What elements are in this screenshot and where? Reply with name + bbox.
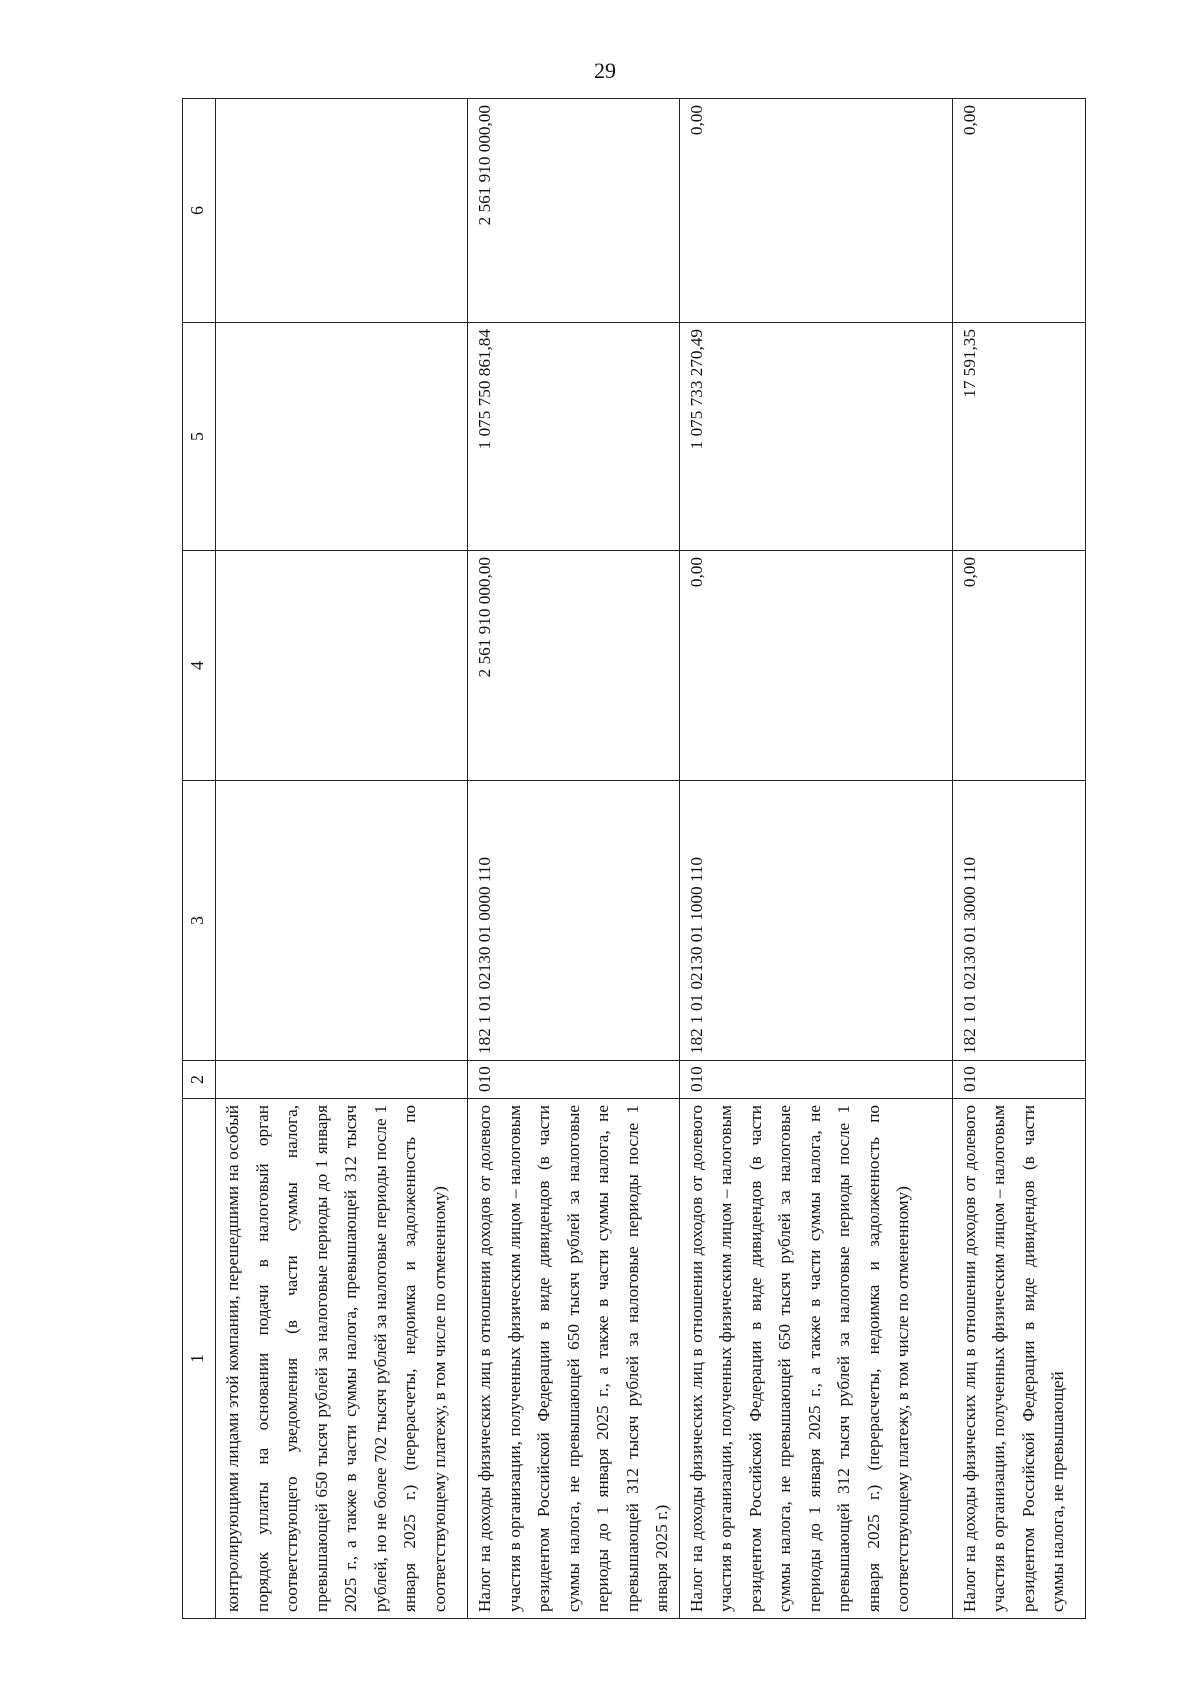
row-kbk: 182 1 01 02130 01 3000 110 <box>952 781 1085 1061</box>
header-col-2: 2 <box>183 1061 216 1099</box>
row-description: контролирующими лицами этой компании, перешедшими на особый порядок уплаты на основании подачи в налоговый орган соответствующего уведомления (в части суммы налога, превышающей 650 тысяч рублей за налоговые периоды до 1 января 2025 г., а также в части суммы налога, превышающей 312 тысяч рублей, но не более 702 тысяч рублей за налоговые периоды после 1 января 2025 г.) (перерасчеты, недоимка и задолженность по соответствующему платежу, в том числе по отмененному) <box>216 1099 468 1619</box>
row-col4-value <box>216 551 468 781</box>
row-col5-value: 1 075 750 861,84 <box>468 323 680 551</box>
table-row <box>468 99 680 1619</box>
table-header-row <box>183 99 216 1619</box>
row-kbk <box>216 781 468 1061</box>
revenue-table <box>182 98 1086 1619</box>
row-kbk: 182 1 01 02130 01 1000 110 <box>679 781 952 1061</box>
row-line-code: 010 <box>679 1061 952 1099</box>
row-col4-value: 2 561 910 000,00 <box>468 551 680 781</box>
page-number: 29 <box>594 58 616 83</box>
header-col-5: 5 <box>183 323 216 551</box>
row-col6-value <box>216 99 468 323</box>
rotated-table-frame <box>182 99 1067 1619</box>
table-row <box>679 99 952 1619</box>
row-col4-value: 0,00 <box>679 551 952 781</box>
row-col6-value: 0,00 <box>679 99 952 323</box>
row-kbk: 182 1 01 02130 01 0000 110 <box>468 781 680 1061</box>
row-col5-value: 17 591,35 <box>952 323 1085 551</box>
header-col-4: 4 <box>183 551 216 781</box>
table-row <box>952 99 1085 1619</box>
row-description: Налог на доходы физических лиц в отношении доходов от долевого участия в организации, полученных физическим лицом – налоговым резидентом Российской Федерации в виде дивидендов (в части суммы налога, не превышающей 650 тысяч рублей за налоговые периоды до 1 января 2025 г., а также в части суммы налога, не превышающей 312 тысяч рублей за налоговые периоды после 1 января 2025 г.) <box>468 1099 680 1619</box>
row-col6-value: 0,00 <box>952 99 1085 323</box>
row-line-code <box>216 1061 468 1099</box>
row-col5-value <box>216 323 468 551</box>
table-row <box>216 99 468 1619</box>
row-col4-value: 0,00 <box>952 551 1085 781</box>
header-col-6: 6 <box>183 99 216 323</box>
row-line-code: 010 <box>468 1061 680 1099</box>
header-col-1: 1 <box>183 1099 216 1619</box>
row-line-code: 010 <box>952 1061 1085 1099</box>
row-col5-value: 1 075 733 270,49 <box>679 323 952 551</box>
header-col-3: 3 <box>183 781 216 1061</box>
table-container <box>182 99 1067 1619</box>
row-col6-value: 2 561 910 000,00 <box>468 99 680 323</box>
row-description: Налог на доходы физических лиц в отношении доходов от долевого участия в организации, полученных физическим лицом – налоговым резидентом Российской Федерации в виде дивидендов (в части суммы налога, не превышающей 650 тысяч рублей за налоговые периоды до 1 января 2025 г., а также в части суммы налога, не превышающей 312 тысяч рублей за налоговые периоды после 1 января 2025 г.) (перерасчеты, недоимка и задолженность по соответствующему платежу, в том числе по отмененному) <box>679 1099 952 1619</box>
row-description: Налог на доходы физических лиц в отношении доходов от долевого участия в организации, полученных физическим лицом – налоговым резидентом Российской Федерации в виде дивидендов (в части суммы налога, не превышающей <box>952 1099 1085 1619</box>
